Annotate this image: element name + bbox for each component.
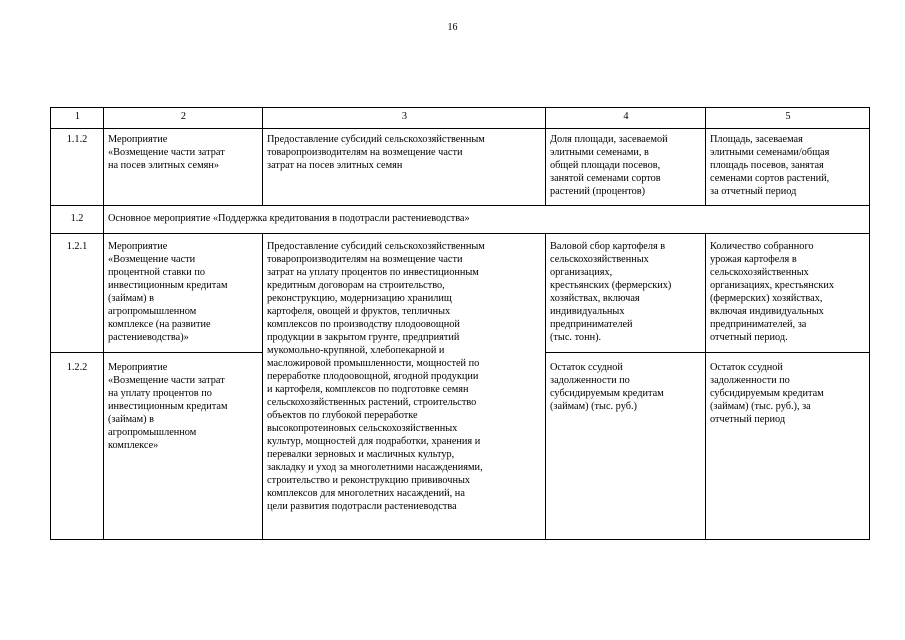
indicator-name: Доля площади, засеваемой элитными семенами, в общей площади посевов, занятой семенами сортов растений (процентов) [546,129,706,206]
header-cell-4: 4 [546,108,706,129]
indicator-formula: Площадь, засеваемая элитными семенами/общая площадь посевов, занятая семенами сортов растений, за отчетный период [706,129,870,206]
event-name: Мероприятие «Возмещение части затрат на уплату процентов по инвестиционным кредитам (займам) в агропромышленном комплексе» [104,353,263,540]
header-cell-5: 5 [706,108,870,129]
row-number: 1.1.2 [51,129,104,206]
table-row [51,129,870,206]
table-row [51,206,870,234]
indicator-formula: Остаток ссудной задолженности по субсидируемым кредитам (займам) (тыс. руб.), за отчетный период [706,353,870,540]
event-name: Мероприятие «Возмещение части процентной ставки по инвестиционным кредитам (займам) в агропромышленном комплексе (на развитие растениеводства)» [104,234,263,353]
row-number: 1.2 [51,206,104,234]
program-table [50,107,870,540]
header-cell-2: 2 [104,108,263,129]
page-number: 16 [447,22,458,33]
event-name: Мероприятие «Возмещение части затрат на посев элитных семян» [104,129,263,206]
indicator-name: Валовой сбор картофеля в сельскохозяйственных организациях, крестьянских (фермерских) хозяйствах, включая индивидуальных предпринимателей (тыс. тонн). [546,234,706,353]
table-header-row [51,108,870,129]
header-cell-1: 1 [51,108,104,129]
main-event-title: Основное мероприятие «Поддержка кредитования в подотрасли растениеводства» [104,206,870,234]
table-row [51,234,870,353]
header-cell-3: 3 [263,108,546,129]
indicator-formula: Количество собранного урожая картофеля в сельскохозяйственных организациях, крестьянских (фермерских) хозяйствах, включая индивидуальных предпринимателей, за отчетный период. [706,234,870,353]
row-number: 1.2.2 [51,353,104,540]
event-description: Предоставление субсидий сельскохозяйственным товаропроизводителям на возмещение части затрат на посев элитных семян [263,129,546,206]
row-number: 1.2.1 [51,234,104,353]
shared-event-description: Предоставление субсидий сельскохозяйственным товаропроизводителям на возмещение части затрат на уплату процентов по инвестиционным кредитным договорам на строительство, реконструкцию, модернизацию хранилищ картофеля, овощей и фруктов, тепличных комплексов по производству плодоовощной продукции в закрытом грунте, предприятий мукомольно-крупяной, хлебопекарной и масложировой промышленности, мощностей по переработке плодоовощной, ягодной продукции и картофеля, комплексов по подготовке семян сельскохозяйственных растений, строительство объектов по глубокой переработке высокопротеиновых сельскохозяйственных культур, мощностей для подработки, хранения и перевалки зерновых и масличных культур, закладку и уход за многолетними насаждениями, строительство и реконструкцию прививочных комплексов для многолетних насаждений, на цели развития подотрасли растениеводства [263,234,546,540]
indicator-name: Остаток ссудной задолженности по субсидируемым кредитам (займам) (тыс. руб.) [546,353,706,540]
